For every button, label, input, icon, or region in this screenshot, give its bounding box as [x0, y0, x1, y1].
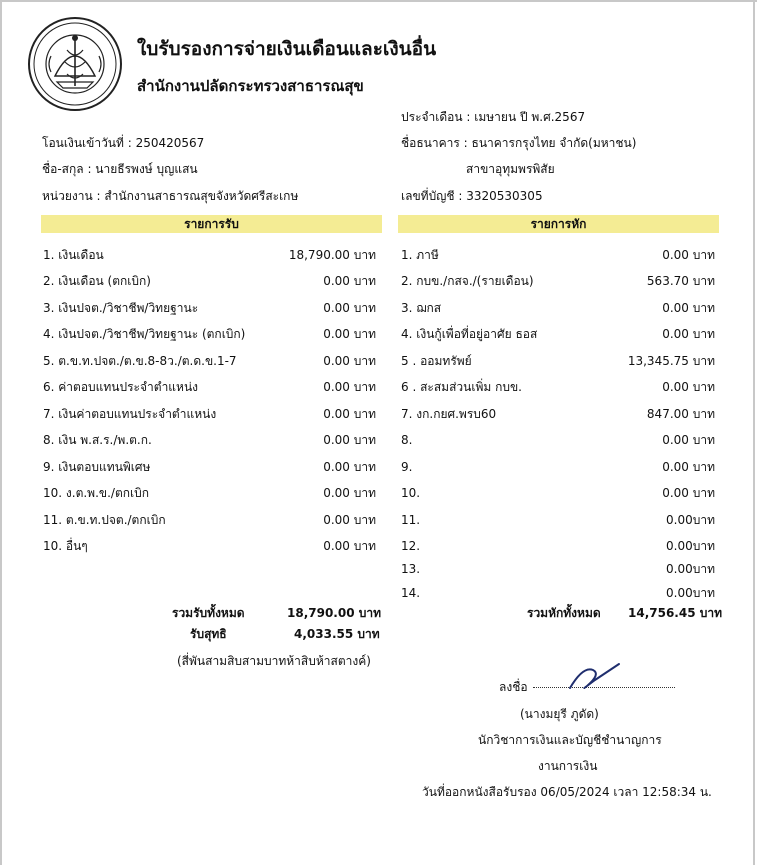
deduction-label: 6 . สะสมส่วนเพิ่ม กบข.: [401, 380, 522, 394]
income-row: [43, 299, 376, 317]
deduction-total-value: 14,756.45 บาท: [628, 606, 723, 620]
deduction-label: 3. ฌกส: [401, 301, 442, 315]
organization-name: สำนักงานปลัดกระทรวงสาธารณสุข: [137, 77, 364, 95]
income-row: [43, 484, 376, 502]
income-value: 0.00 บาท: [323, 274, 376, 288]
deduction-row: [401, 537, 715, 555]
deduction-label: 7. งก.กยศ.พรบ60: [401, 407, 497, 421]
deduction-value: 0.00บาท: [666, 539, 715, 553]
deduction-header: รายการหัก: [398, 215, 719, 233]
deduction-value: 0.00 บาท: [662, 486, 715, 500]
deduction-value: 563.70 บาท: [646, 274, 715, 288]
income-row: [43, 325, 376, 343]
deduction-row: [401, 246, 715, 264]
income-label: 6. ค่าตอบแทนประจำตำแหน่ง: [43, 380, 199, 394]
income-label: 4. เงินปจต./วิชาชีพ/วิทยฐานะ (ตกเบิก): [43, 327, 246, 341]
employee-unit: หน่วยงาน : สำนักงานสาธารณสุขจังหวัดศรีสะเกษ: [42, 189, 299, 203]
deduction-row: [401, 484, 715, 502]
deduction-label: 12.: [401, 539, 421, 553]
deduction-label: 2. กบข./กสจ./(รายเดือน): [401, 274, 534, 288]
net-pay-value: 4,033.55 บาท: [294, 627, 380, 641]
income-label: 5. ต.ข.ท.ปจต./ต.ข.8-8ว./ต.ด.ข.1-7: [43, 354, 237, 368]
income-value: 0.00 บาท: [323, 407, 376, 421]
deduction-total-label: รวมหักทั้งหมด: [527, 606, 601, 620]
income-value: 0.00 บาท: [323, 380, 376, 394]
income-value: 0.00 บาท: [323, 354, 376, 368]
income-total-value: 18,790.00 บาท: [287, 606, 382, 620]
deduction-label: 8.: [401, 433, 413, 447]
document-title: ใบรับรองการจ่ายเงินเดือนและเงินอื่น: [137, 38, 437, 60]
deduction-label: 1. ภาษี: [401, 248, 439, 262]
bank-name: ชื่อธนาคาร : ธนาคารกรุงไทย จำกัด(มหาชน): [401, 136, 637, 150]
income-value: 0.00 บาท: [323, 433, 376, 447]
deduction-row: [401, 431, 715, 449]
income-label: 3. เงินปจต./วิชาชีพ/วิทยฐานะ: [43, 301, 199, 315]
income-row: [43, 431, 376, 449]
deduction-value: 0.00บาท: [666, 562, 715, 576]
window-top-border: [0, 0, 757, 2]
employee-name: ชื่อ-สกุล : นายธีรพงษ์ บุญแสน: [42, 162, 198, 176]
income-value: 0.00 บาท: [323, 327, 376, 341]
income-total-label: รวมรับทั้งหมด: [172, 606, 245, 620]
deduction-value: 0.00บาท: [666, 513, 715, 527]
income-value: 0.00 บาท: [323, 539, 376, 553]
income-value: 0.00 บาท: [323, 460, 376, 474]
deduction-row: [401, 560, 715, 578]
income-label: 8. เงิน พ.ส.ร./พ.ต.ก.: [43, 433, 152, 447]
handwritten-signature: [565, 660, 625, 692]
sign-label: ลงชื่อ: [499, 680, 528, 694]
income-label: 2. เงินเดือน (ตกเบิก): [43, 274, 151, 288]
pay-month: ประจำเดือน : เมษายน ปี พ.ศ.2567: [401, 110, 586, 124]
deduction-row: [401, 352, 715, 370]
deduction-value: 0.00 บาท: [662, 433, 715, 447]
income-label: 10. ง.ต.พ.ข./ตกเบิก: [43, 486, 150, 500]
deduction-row: [401, 325, 715, 343]
deduction-value: 0.00 บาท: [662, 301, 715, 315]
income-value: 18,790.00 บาท: [288, 248, 376, 262]
income-header: รายการรับ: [41, 215, 382, 233]
net-pay-text: (สี่พันสามสิบสามบาทห้าสิบห้าสตางค์): [177, 654, 371, 668]
deduction-value: 0.00 บาท: [662, 248, 715, 262]
income-label: 9. เงินตอบแทนพิเศษ: [43, 460, 151, 474]
transfer-date: โอนเงินเข้าวันที่ : 250420567: [42, 136, 205, 150]
income-row: [43, 352, 376, 370]
deduction-value: 847.00 บาท: [646, 407, 715, 421]
income-row: [43, 378, 376, 396]
income-row: [43, 511, 376, 529]
deduction-label: 13.: [401, 562, 421, 576]
deduction-row: [401, 584, 715, 602]
income-row: [43, 246, 376, 264]
deduction-value: 0.00 บาท: [662, 380, 715, 394]
net-pay-label: รับสุทธิ: [190, 627, 227, 641]
signer-position: นักวิชาการเงินและบัญชีชำนาญการ: [478, 733, 662, 747]
deduction-label: 14.: [401, 586, 421, 600]
window-right-border: [753, 0, 755, 865]
income-value: 0.00 บาท: [323, 301, 376, 315]
deduction-row: [401, 511, 715, 529]
deduction-label: 4. เงินกู้เพื่อที่อยู่อาศัย ธอส: [401, 327, 538, 341]
deduction-label: 9.: [401, 460, 413, 474]
deduction-value: 0.00 บาท: [662, 327, 715, 341]
deduction-label: 5 . ออมทรัพย์: [401, 354, 472, 368]
signer-department: งานการเงิน: [538, 759, 598, 773]
deduction-value: 0.00บาท: [666, 586, 715, 600]
deduction-label: 10.: [401, 486, 421, 500]
signer-name: (นางมยุรี ภูดัด): [520, 707, 599, 721]
income-label: 11. ต.ข.ท.ปจต./ตกเบิก: [43, 513, 166, 527]
income-row: [43, 272, 376, 290]
income-row: [43, 458, 376, 476]
deduction-row: [401, 405, 715, 423]
issue-datetime: วันที่ออกหนังสือรับรอง 06/05/2024 เวลา 12:58:34 น.: [422, 785, 712, 799]
income-label: 1. เงินเดือน: [43, 248, 104, 262]
deduction-row: [401, 299, 715, 317]
deduction-value: 13,345.75 บาท: [627, 354, 715, 368]
deduction-row: [401, 272, 715, 290]
deduction-value: 0.00 บาท: [662, 460, 715, 474]
income-row: [43, 537, 376, 555]
account-number: เลขที่บัญชี : 3320530305: [401, 189, 543, 203]
deduction-label: 11.: [401, 513, 421, 527]
window-left-border: [0, 0, 2, 865]
deduction-row: [401, 458, 715, 476]
ministry-seal-logo: [27, 16, 123, 112]
income-label: 10. อื่นๆ: [43, 539, 88, 553]
income-value: 0.00 บาท: [323, 486, 376, 500]
income-label: 7. เงินค่าตอบแทนประจำตำแหน่ง: [43, 407, 217, 421]
deduction-row: [401, 378, 715, 396]
income-value: 0.00 บาท: [323, 513, 376, 527]
bank-branch: สาขาอุทุมพรพิสัย: [466, 162, 555, 176]
income-row: [43, 405, 376, 423]
